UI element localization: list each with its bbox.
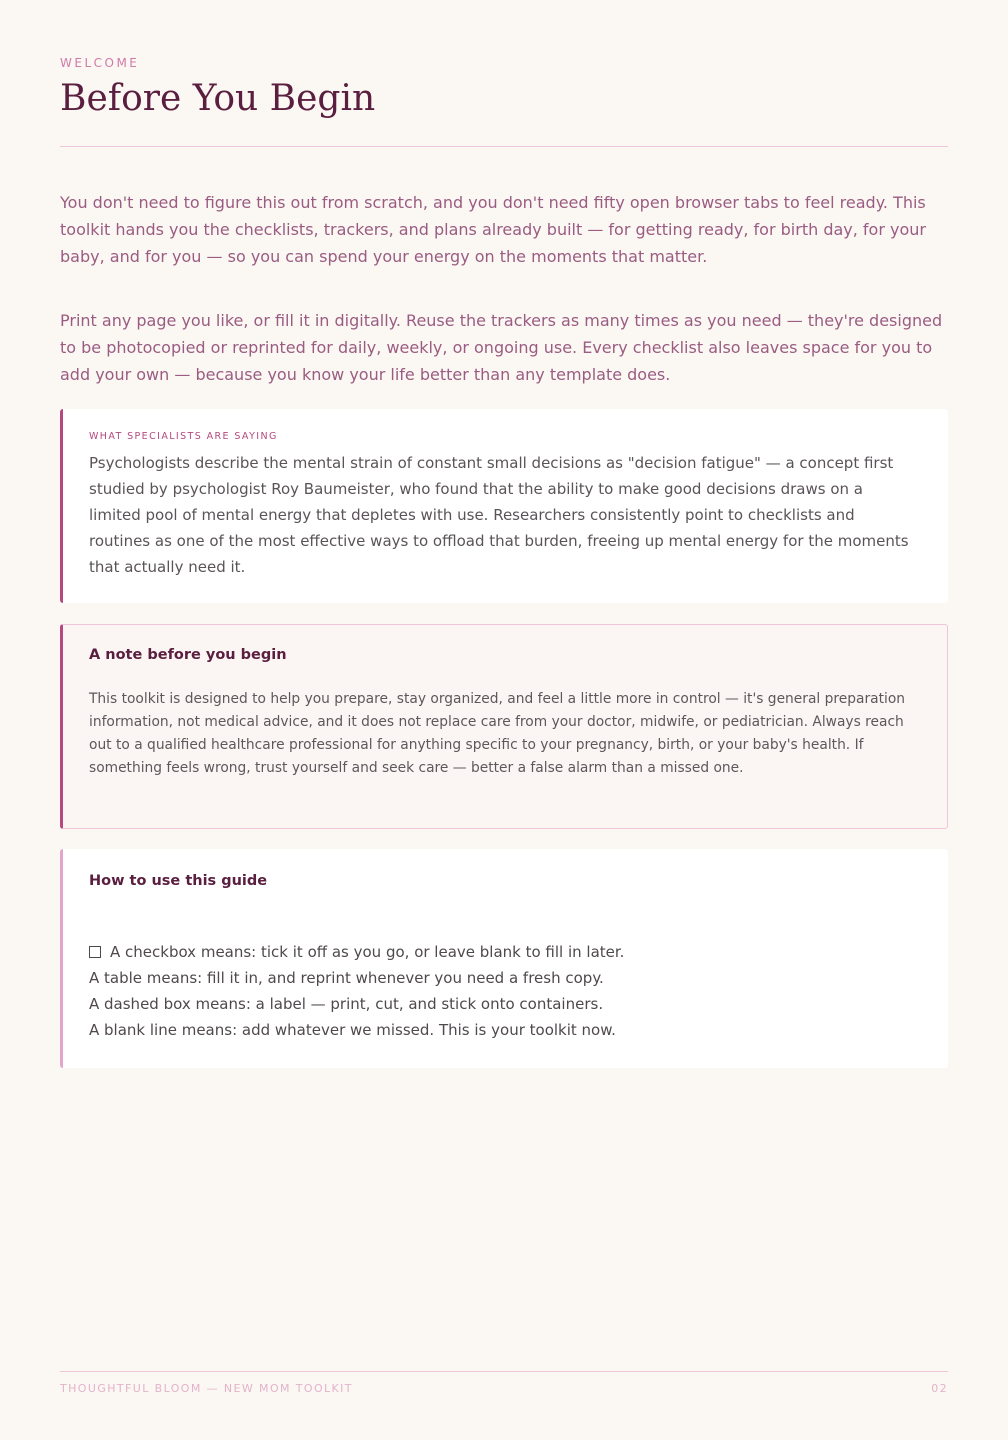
howto-item-text: A table means: fill it in, and reprint whenever you need a fresh copy. bbox=[89, 969, 604, 987]
howto-list bbox=[89, 939, 918, 1043]
note-callout bbox=[60, 624, 948, 829]
howto-card bbox=[60, 849, 948, 1068]
specialists-callout bbox=[60, 409, 948, 603]
intro-paragraph-1: You don't need to figure this out from scratch, and you don't need fifty open browser tabs to feel ready. This toolkit hands you the checklists, trackers, and plans already built — for getting ready, for birth day, for your baby, and for you — so you can spend your energy on the moments that matter. bbox=[60, 193, 926, 266]
footer-brand: THOUGHTFUL BLOOM — NEW MOM TOOLKIT bbox=[60, 1382, 353, 1395]
howto-heading: How to use this guide bbox=[89, 873, 268, 889]
howto-item bbox=[89, 939, 918, 965]
page bbox=[60, 0, 948, 1440]
checkbox-icon bbox=[89, 946, 101, 958]
howto-item-text: A blank line means: add whatever we missed. This is your toolkit now. bbox=[89, 1021, 616, 1039]
howto-item bbox=[89, 1017, 918, 1043]
footer-divider bbox=[60, 1371, 948, 1372]
intro-paragraph-2: Print any page you like, or fill it in digitally. Reuse the trackers as many times as you need — they're designed to be photocopied or reprinted for daily, weekly, or ongoing use. Every checklist also leaves space for you to add your own — because you know your life better than any template does. bbox=[60, 311, 943, 384]
howto-item bbox=[89, 991, 918, 1017]
specialists-text: Psychologists describe the mental strain of constant small decisions as "decision fatigue" — a concept first studied by psychologist Roy Baumeister, who found that the ability to make good decisions draws on a limited pool of mental energy that depletes with use. Researchers consistently point to checklists and routines as one of the most effective ways to offload that burden, freeing up mental energy for the moments that actually need it. bbox=[89, 454, 909, 576]
note-text: This toolkit is designed to help you prepare, stay organized, and feel a little more in control — it's general preparation information, not medical advice, and it does not replace care from your doctor, midwife, or pediatrician. Always reach out to a qualified healthcare professional for anything specific to your pregnancy, birth, or your baby's health. If something feels wrong, trust yourself and seek care — better a false alarm than a missed one. bbox=[89, 691, 906, 776]
specialists-label: WHAT SPECIALISTS ARE SAYING bbox=[89, 431, 278, 442]
howto-item bbox=[89, 965, 918, 991]
section-eyebrow: WELCOME bbox=[60, 56, 140, 70]
note-heading: A note before you begin bbox=[89, 647, 287, 663]
howto-item-text: A dashed box means: a label — print, cut, and stick onto containers. bbox=[89, 995, 604, 1013]
title-divider bbox=[60, 146, 948, 147]
howto-item-text: A checkbox means: tick it off as you go, or leave blank to fill in later. bbox=[110, 943, 625, 961]
page-number: 02 bbox=[931, 1382, 948, 1395]
page-title: Before You Begin bbox=[60, 78, 376, 119]
